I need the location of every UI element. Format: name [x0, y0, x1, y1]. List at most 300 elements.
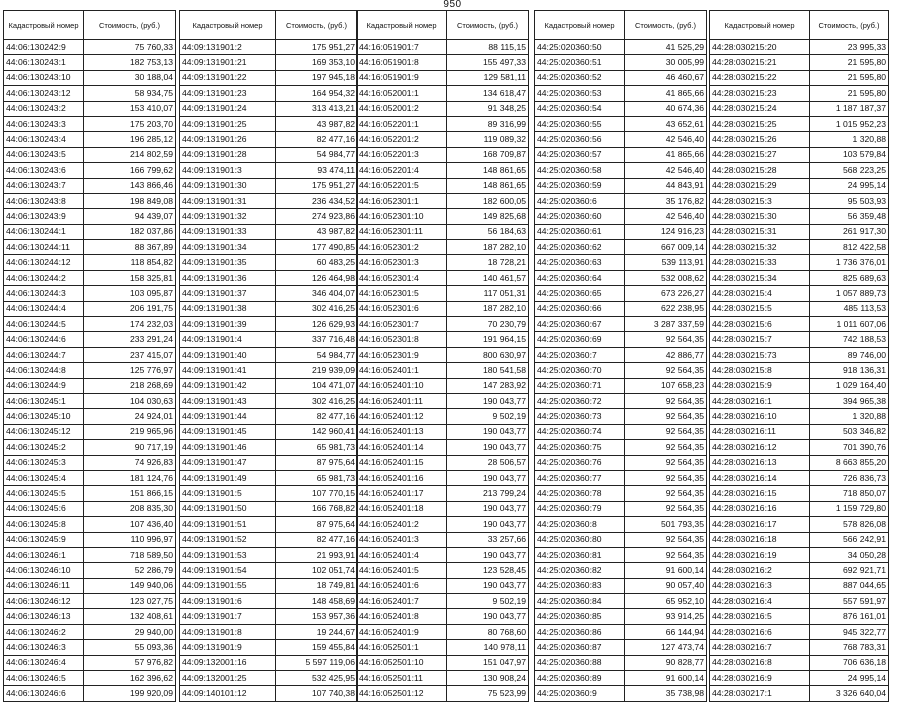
- column-header-cadastral-number: Кадастровый номер: [535, 11, 625, 40]
- cost-cell: 1 011 607,06: [810, 317, 889, 332]
- table-row: [4, 147, 176, 162]
- cost-cell: 1 187 187,37: [810, 101, 889, 116]
- table-row: [180, 224, 358, 239]
- cadastral-number-cell: 44:28:030215:25: [710, 116, 810, 131]
- cadastral-number-cell: 44:16:052201:2: [357, 132, 447, 147]
- table-row: [710, 624, 889, 639]
- cost-cell: 485 113,53: [810, 301, 889, 316]
- cadastral-number-cell: 44:28:030216:17: [710, 517, 810, 532]
- cost-cell: 104 471,07: [276, 378, 358, 393]
- table-row: [357, 686, 529, 701]
- cadastral-number-cell: 44:25:020360:63: [535, 255, 625, 270]
- cadastral-number-cell: 44:25:020360:88: [535, 655, 625, 670]
- table-row: [535, 240, 707, 255]
- cost-cell: 180 541,58: [447, 363, 529, 378]
- cost-cell: 812 422,58: [810, 240, 889, 255]
- cost-cell: 190 043,77: [447, 424, 529, 439]
- cadastral-number-cell: 44:28:030215:73: [710, 347, 810, 362]
- cadastral-number-cell: 44:06:130245:10: [4, 409, 84, 424]
- cost-cell: 177 490,85: [276, 240, 358, 255]
- cadastral-number-cell: 44:06:130246:5: [4, 671, 84, 686]
- cost-cell: 123 528,45: [447, 563, 529, 578]
- cadastral-number-cell: 44:25:020360:80: [535, 532, 625, 547]
- cadastral-number-cell: 44:09:131901:32: [180, 209, 276, 224]
- table-row: [710, 409, 889, 424]
- cadastral-number-cell: 44:06:130243:9: [4, 209, 84, 224]
- cost-cell: 197 945,18: [276, 70, 358, 85]
- cost-cell: 35 176,82: [625, 193, 707, 208]
- cost-cell: 91 600,14: [625, 671, 707, 686]
- cadastral-number-cell: 44:25:020360:71: [535, 378, 625, 393]
- table-row: [535, 224, 707, 239]
- table-row: [710, 332, 889, 347]
- column-header-cost: Стоимость, (руб.): [810, 11, 889, 40]
- cadastral-number-cell: 44:09:131901:21: [180, 55, 276, 70]
- cost-cell: 42 546,40: [625, 209, 707, 224]
- table-row: [4, 470, 176, 485]
- cadastral-number-cell: 44:25:020360:52: [535, 70, 625, 85]
- table-row: [535, 655, 707, 670]
- cost-cell: 190 043,77: [447, 440, 529, 455]
- table-header-row: [357, 11, 529, 40]
- table-row: [710, 686, 889, 701]
- cadastral-number-cell: 44:16:052301:7: [357, 317, 447, 332]
- cadastral-number-cell: 44:06:130244:5: [4, 317, 84, 332]
- cadastral-number-cell: 44:25:020360:76: [535, 455, 625, 470]
- table-row: [535, 163, 707, 178]
- cost-cell: 182 037,86: [84, 224, 176, 239]
- cadastral-number-cell: 44:28:030216:19: [710, 547, 810, 562]
- cadastral-number-cell: 44:25:020360:50: [535, 40, 625, 55]
- cadastral-number-cell: 44:16:052201:5: [357, 178, 447, 193]
- table-row: [180, 317, 358, 332]
- cost-cell: 1 057 889,73: [810, 286, 889, 301]
- cadastral-number-cell: 44:28:030216:1: [710, 393, 810, 408]
- page-number: 950: [443, 0, 462, 10]
- cost-cell: 92 564,35: [625, 363, 707, 378]
- cadastral-number-cell: 44:25:020360:74: [535, 424, 625, 439]
- cadastral-number-cell: 44:09:131901:55: [180, 578, 276, 593]
- cost-cell: 127 473,74: [625, 640, 707, 655]
- cost-cell: 142 960,41: [276, 424, 358, 439]
- cadastral-number-cell: 44:28:030215:23: [710, 86, 810, 101]
- cadastral-number-cell: 44:06:130245:3: [4, 455, 84, 470]
- table-row: [4, 393, 176, 408]
- table-row: [710, 347, 889, 362]
- table-row: [710, 501, 889, 516]
- cadastral-number-cell: 44:06:130246:6: [4, 686, 84, 701]
- cost-cell: 162 396,62: [84, 671, 176, 686]
- cadastral-number-cell: 44:06:130244:3: [4, 286, 84, 301]
- table-row: [4, 686, 176, 701]
- table-row: [180, 486, 358, 501]
- cost-cell: 539 113,91: [625, 255, 707, 270]
- cadastral-number-cell: 44:09:131901:46: [180, 440, 276, 455]
- cost-cell: 219 965,96: [84, 424, 176, 439]
- cost-cell: 302 416,25: [276, 301, 358, 316]
- cadastral-number-cell: 44:06:130243:1: [4, 55, 84, 70]
- table-row: [535, 671, 707, 686]
- cadastral-number-cell: 44:16:052001:1: [357, 86, 447, 101]
- cost-cell: 945 322,77: [810, 624, 889, 639]
- table-row: [357, 470, 529, 485]
- cost-cell: 3 326 640,04: [810, 686, 889, 701]
- cost-cell: 166 768,82: [276, 501, 358, 516]
- table-row: [180, 132, 358, 147]
- cadastral-number-cell: 44:09:131901:51: [180, 517, 276, 532]
- cadastral-number-cell: 44:16:052301:11: [357, 224, 447, 239]
- table-row: [357, 163, 529, 178]
- table-row: [180, 70, 358, 85]
- cadastral-number-cell: 44:25:020360:73: [535, 409, 625, 424]
- table-row: [4, 655, 176, 670]
- cost-cell: 18 749,81: [276, 578, 358, 593]
- cadastral-number-cell: 44:25:020360:60: [535, 209, 625, 224]
- cadastral-number-cell: 44:28:030215:27: [710, 147, 810, 162]
- column-header-cadastral-number: Кадастровый номер: [357, 11, 447, 40]
- cost-cell: 140 978,11: [447, 640, 529, 655]
- cadastral-number-cell: 44:28:030215:29: [710, 178, 810, 193]
- table-row: [710, 132, 889, 147]
- cadastral-number-cell: 44:16:052301:3: [357, 255, 447, 270]
- table-row: [357, 101, 529, 116]
- cadastral-number-cell: 44:16:051901:9: [357, 70, 447, 85]
- cost-cell: 54 984,77: [276, 147, 358, 162]
- cadastral-number-cell: 44:16:052301:1: [357, 193, 447, 208]
- cadastral-number-cell: 44:09:131901:43: [180, 393, 276, 408]
- cadastral-number-cell: 44:06:130243:2: [4, 101, 84, 116]
- cadastral-number-cell: 44:28:030216:9: [710, 671, 810, 686]
- cadastral-number-cell: 44:16:052401:5: [357, 563, 447, 578]
- table-row: [4, 363, 176, 378]
- cost-cell: 88 367,89: [84, 240, 176, 255]
- cadastral-number-cell: 44:09:131901:38: [180, 301, 276, 316]
- cost-cell: 130 908,24: [447, 671, 529, 686]
- cadastral-number-cell: 44:25:020360:64: [535, 270, 625, 285]
- cost-cell: 1 736 376,01: [810, 255, 889, 270]
- cadastral-number-cell: 44:25:020360:69: [535, 332, 625, 347]
- cost-cell: 43 987,82: [276, 224, 358, 239]
- cost-cell: 65 952,10: [625, 594, 707, 609]
- cadastral-number-cell: 44:09:131901:5: [180, 486, 276, 501]
- table-row: [710, 240, 889, 255]
- table-row: [4, 193, 176, 208]
- cost-cell: 190 043,77: [447, 470, 529, 485]
- cost-cell: 557 591,97: [810, 594, 889, 609]
- cost-cell: 90 717,19: [84, 440, 176, 455]
- table-row: [357, 671, 529, 686]
- table-row: [535, 193, 707, 208]
- table-row: [4, 547, 176, 562]
- cadastral-number-cell: 44:28:030216:4: [710, 594, 810, 609]
- table-row: [535, 40, 707, 55]
- table-row: [357, 486, 529, 501]
- table-row: [357, 640, 529, 655]
- table-row: [710, 440, 889, 455]
- table-row: [710, 470, 889, 485]
- cadastral-number-cell: 44:09:131901:44: [180, 409, 276, 424]
- table-row: [357, 86, 529, 101]
- cadastral-number-cell: 44:25:020360:66: [535, 301, 625, 316]
- cadastral-table-5: [709, 10, 889, 702]
- table-row: [357, 255, 529, 270]
- table-row: [357, 440, 529, 455]
- column-header-cost: Стоимость, (руб.): [84, 11, 176, 40]
- cost-cell: 44 843,91: [625, 178, 707, 193]
- cadastral-number-cell: 44:16:052501:10: [357, 655, 447, 670]
- cadastral-number-cell: 44:25:020360:56: [535, 132, 625, 147]
- cost-cell: 56 359,48: [810, 209, 889, 224]
- table-row: [357, 270, 529, 285]
- table-row: [4, 332, 176, 347]
- cost-cell: 3 287 337,59: [625, 317, 707, 332]
- table-row: [710, 455, 889, 470]
- table-row: [4, 424, 176, 439]
- table-row: [357, 193, 529, 208]
- table-row: [180, 671, 358, 686]
- cadastral-number-cell: 44:09:131901:49: [180, 470, 276, 485]
- cadastral-number-cell: 44:16:052401:16: [357, 470, 447, 485]
- table-row: [535, 409, 707, 424]
- cost-cell: 87 975,64: [276, 517, 358, 532]
- table-header-row: [4, 11, 176, 40]
- cadastral-number-cell: 44:06:130246:13: [4, 609, 84, 624]
- cost-cell: 56 184,63: [447, 224, 529, 239]
- cost-cell: 75 523,99: [447, 686, 529, 701]
- cadastral-number-cell: 44:28:030215:28: [710, 163, 810, 178]
- cost-cell: 28 506,57: [447, 455, 529, 470]
- cadastral-number-cell: 44:25:020360:67: [535, 317, 625, 332]
- cadastral-number-cell: 44:16:052201:1: [357, 116, 447, 131]
- cadastral-number-cell: 44:16:052401:6: [357, 578, 447, 593]
- column-header-cadastral-number: Кадастровый номер: [180, 11, 276, 40]
- cadastral-number-cell: 44:28:030215:24: [710, 101, 810, 116]
- table-row: [180, 624, 358, 639]
- cadastral-number-cell: 44:25:020360:75: [535, 440, 625, 455]
- cadastral-number-cell: 44:16:052201:3: [357, 147, 447, 162]
- table-row: [180, 686, 358, 701]
- cadastral-number-cell: 44:25:020360:6: [535, 193, 625, 208]
- cadastral-number-cell: 44:06:130245:1: [4, 393, 84, 408]
- cadastral-number-cell: 44:16:052401:4: [357, 547, 447, 562]
- table-row: [4, 640, 176, 655]
- cost-cell: 88 115,15: [447, 40, 529, 55]
- table-row: [357, 132, 529, 147]
- cadastral-number-cell: 44:06:130244:8: [4, 363, 84, 378]
- cost-cell: 191 964,15: [447, 332, 529, 347]
- cadastral-number-cell: 44:06:130244:11: [4, 240, 84, 255]
- cost-cell: 107 658,23: [625, 378, 707, 393]
- cost-cell: 148 861,65: [447, 178, 529, 193]
- cadastral-number-cell: 44:28:030215:33: [710, 255, 810, 270]
- cost-cell: 107 436,40: [84, 517, 176, 532]
- cadastral-number-cell: 44:28:030216:16: [710, 501, 810, 516]
- table-row: [180, 547, 358, 562]
- cost-cell: 43 652,61: [625, 116, 707, 131]
- table-row: [4, 594, 176, 609]
- cost-cell: 18 728,21: [447, 255, 529, 270]
- table-row: [710, 609, 889, 624]
- cadastral-number-cell: 44:25:020360:89: [535, 671, 625, 686]
- cost-cell: 75 760,33: [84, 40, 176, 55]
- cadastral-number-cell: 44:28:030216:10: [710, 409, 810, 424]
- cost-cell: 42 886,77: [625, 347, 707, 362]
- cadastral-table-4: [534, 10, 707, 702]
- cost-cell: 24 924,01: [84, 409, 176, 424]
- table-row: [180, 193, 358, 208]
- table-row: [710, 594, 889, 609]
- table-row: [535, 393, 707, 408]
- table-row: [357, 532, 529, 547]
- cost-cell: 503 346,82: [810, 424, 889, 439]
- table-row: [535, 55, 707, 70]
- cost-cell: 726 836,73: [810, 470, 889, 485]
- cost-cell: 302 416,25: [276, 393, 358, 408]
- table-row: [710, 40, 889, 55]
- cadastral-number-cell: 44:09:131901:33: [180, 224, 276, 239]
- cost-cell: 236 434,52: [276, 193, 358, 208]
- table-row: [535, 578, 707, 593]
- table-row: [710, 86, 889, 101]
- table-row: [4, 86, 176, 101]
- cost-cell: 23 995,33: [810, 40, 889, 55]
- cadastral-number-cell: 44:09:131901:3: [180, 163, 276, 178]
- table-row: [4, 440, 176, 455]
- table-row: [180, 501, 358, 516]
- table-row: [710, 486, 889, 501]
- cadastral-number-cell: 44:09:131901:40: [180, 347, 276, 362]
- cost-cell: 918 136,31: [810, 363, 889, 378]
- table-row: [180, 147, 358, 162]
- table-row: [180, 270, 358, 285]
- cadastral-number-cell: 44:09:131901:25: [180, 116, 276, 131]
- table-row: [710, 163, 889, 178]
- cadastral-number-cell: 44:25:020360:51: [535, 55, 625, 70]
- table-row: [357, 332, 529, 347]
- cadastral-number-cell: 44:16:052301:10: [357, 209, 447, 224]
- cost-cell: 46 460,67: [625, 70, 707, 85]
- table-row: [357, 286, 529, 301]
- cadastral-number-cell: 44:25:020360:70: [535, 363, 625, 378]
- cadastral-number-cell: 44:28:030215:5: [710, 301, 810, 316]
- cost-cell: 168 709,87: [447, 147, 529, 162]
- cadastral-number-cell: 44:28:030216:15: [710, 486, 810, 501]
- cadastral-number-cell: 44:28:030215:22: [710, 70, 810, 85]
- cost-cell: 93 914,25: [625, 609, 707, 624]
- cadastral-number-cell: 44:06:130244:7: [4, 347, 84, 362]
- cost-cell: 742 188,53: [810, 332, 889, 347]
- table-row: [535, 440, 707, 455]
- cost-cell: 92 564,35: [625, 470, 707, 485]
- table-row: [4, 624, 176, 639]
- table-row: [535, 532, 707, 547]
- cost-cell: 187 282,10: [447, 301, 529, 316]
- cadastral-number-cell: 44:09:131901:36: [180, 270, 276, 285]
- table-row: [180, 409, 358, 424]
- cadastral-number-cell: 44:09:131901:26: [180, 132, 276, 147]
- table-row: [535, 301, 707, 316]
- cost-cell: 159 455,84: [276, 640, 358, 655]
- table-row: [535, 86, 707, 101]
- cost-cell: 42 546,40: [625, 132, 707, 147]
- cadastral-number-cell: 44:28:030215:34: [710, 270, 810, 285]
- cadastral-number-cell: 44:06:130246:11: [4, 578, 84, 593]
- cadastral-number-cell: 44:09:132001:16: [180, 655, 276, 670]
- cadastral-number-cell: 44:28:030216:6: [710, 624, 810, 639]
- cadastral-number-cell: 44:16:052401:2: [357, 517, 447, 532]
- cost-cell: 158 325,81: [84, 270, 176, 285]
- cost-cell: 1 015 952,23: [810, 116, 889, 131]
- cadastral-number-cell: 44:28:030215:4: [710, 286, 810, 301]
- cost-cell: 91 600,14: [625, 563, 707, 578]
- cadastral-number-cell: 44:09:131901:52: [180, 532, 276, 547]
- cost-cell: 134 618,47: [447, 86, 529, 101]
- cost-cell: 149 940,06: [84, 578, 176, 593]
- cost-cell: 190 043,77: [447, 501, 529, 516]
- table-header-row: [535, 11, 707, 40]
- cadastral-number-cell: 44:16:052401:15: [357, 455, 447, 470]
- table-row: [535, 563, 707, 578]
- cost-cell: 151 866,15: [84, 486, 176, 501]
- cost-cell: 35 738,98: [625, 686, 707, 701]
- cadastral-number-cell: 44:06:130244:9: [4, 378, 84, 393]
- cadastral-number-cell: 44:25:020360:77: [535, 470, 625, 485]
- cost-cell: 237 415,07: [84, 347, 176, 362]
- cadastral-number-cell: 44:25:020360:79: [535, 501, 625, 516]
- table-row: [4, 409, 176, 424]
- cost-cell: 151 047,97: [447, 655, 529, 670]
- cadastral-number-cell: 44:25:020360:87: [535, 640, 625, 655]
- cost-cell: 181 124,76: [84, 470, 176, 485]
- cost-cell: 90 828,77: [625, 655, 707, 670]
- table-row: [357, 378, 529, 393]
- cost-cell: 82 477,16: [276, 532, 358, 547]
- table-row: [710, 116, 889, 131]
- cost-cell: 148 458,69: [276, 594, 358, 609]
- table-row: [180, 286, 358, 301]
- table-row: [535, 116, 707, 131]
- cost-cell: 532 425,95: [276, 671, 358, 686]
- cadastral-number-cell: 44:28:030215:8: [710, 363, 810, 378]
- cadastral-number-cell: 44:28:030215:7: [710, 332, 810, 347]
- cadastral-number-cell: 44:28:030216:12: [710, 440, 810, 455]
- cost-cell: 92 564,35: [625, 486, 707, 501]
- table-row: [180, 332, 358, 347]
- cost-cell: 89 316,99: [447, 116, 529, 131]
- cost-cell: 41 865,66: [625, 86, 707, 101]
- cadastral-number-cell: 44:16:052501:12: [357, 686, 447, 701]
- cost-cell: 19 244,67: [276, 624, 358, 639]
- cost-cell: 57 976,82: [84, 655, 176, 670]
- cadastral-number-cell: 44:28:030216:13: [710, 455, 810, 470]
- table-row: [535, 147, 707, 162]
- cadastral-number-cell: 44:25:020360:72: [535, 393, 625, 408]
- cadastral-number-cell: 44:09:131901:45: [180, 424, 276, 439]
- cadastral-number-cell: 44:06:130245:12: [4, 424, 84, 439]
- table-row: [535, 624, 707, 639]
- cost-cell: 103 095,87: [84, 286, 176, 301]
- table-row: [4, 378, 176, 393]
- table-row: [180, 532, 358, 547]
- cadastral-number-cell: 44:16:052501:11: [357, 671, 447, 686]
- cost-cell: 718 589,50: [84, 547, 176, 562]
- cadastral-number-cell: 44:25:020360:85: [535, 609, 625, 624]
- cost-cell: 706 636,18: [810, 655, 889, 670]
- table-row: [710, 671, 889, 686]
- cadastral-number-cell: 44:06:130245:2: [4, 440, 84, 455]
- table-row: [4, 116, 176, 131]
- cadastral-number-cell: 44:06:130246:3: [4, 640, 84, 655]
